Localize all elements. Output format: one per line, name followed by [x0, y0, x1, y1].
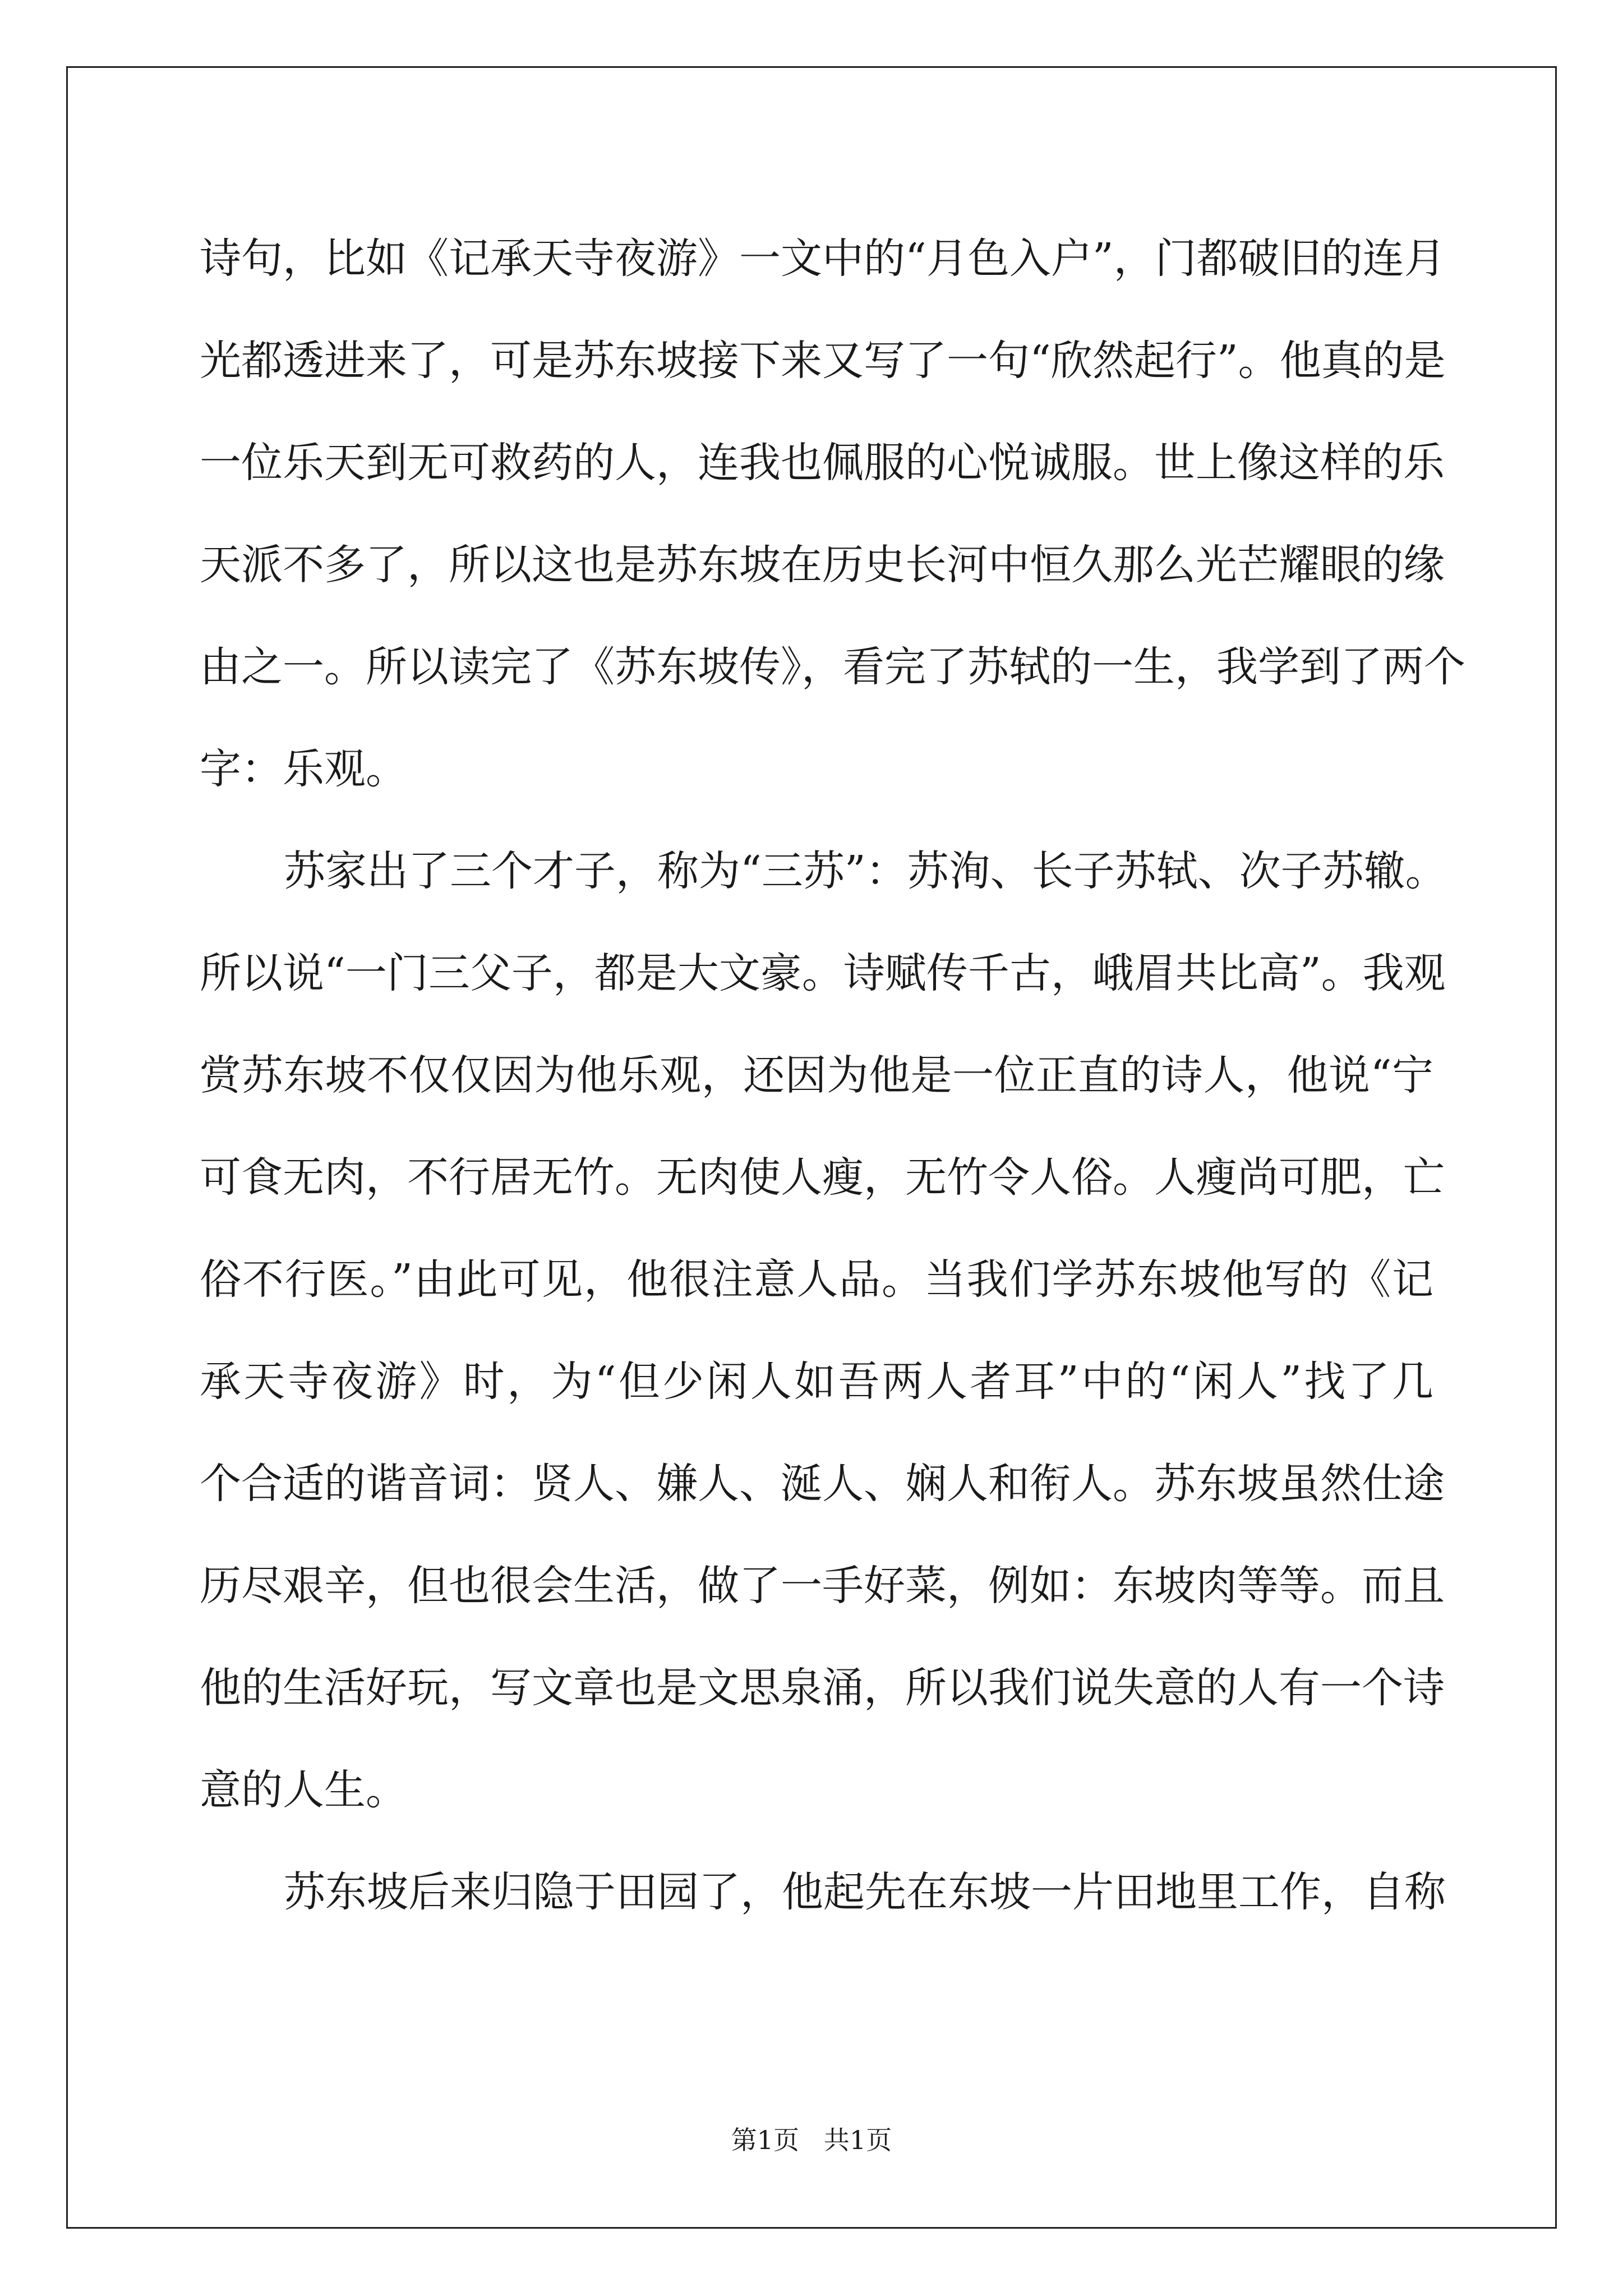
text-line: 可食无肉，不行居无竹。无肉使人瘦，无竹令人俗。人瘦尚可肥，亡: [200, 1153, 1445, 1202]
text-line: 所以说“一门三父子，都是大文豪。诗赋传千古，峨眉共比高”。我观: [200, 949, 1446, 997]
paragraph-first-line: 苏家出了三个才子，称为“三苏”：苏洵、长子苏轼、次子苏辙。: [284, 847, 1447, 895]
page-number-footer: 第1页 共1页: [731, 2125, 892, 2155]
text-line: 光都透进来了，可是苏东坡接下来又写了一句“欣然起行”。他真的是: [200, 337, 1446, 385]
text-line: 意的人生。: [200, 1766, 407, 1814]
text-line: 字：乐观。: [200, 745, 407, 793]
text-line: 天派不多了，所以这也是苏东坡在历史长河中恒久那么光芒耀眼的缘: [200, 541, 1445, 589]
text-line: 历尽艰辛，但也很会生活，做了一手好菜，例如：东坡肉等等。而且: [200, 1562, 1445, 1610]
text-line: 承天寺夜游》时，为“但少闲人如吾两人者耳”中的“闲人”找了几: [200, 1358, 1433, 1406]
text-line: 赏苏东坡不仅仅因为他乐观，还因为他是一位正直的诗人，他说“宁: [200, 1051, 1433, 1099]
text-line: 诗句，比如《记承天寺夜游》一文中的“月色入户”，门都破旧的连月: [200, 234, 1446, 283]
document-body: [200, 208, 1465, 1943]
text-line: 由之一。所以读完了《苏东坡传》，看完了苏轼的一生，我学到了两个: [200, 643, 1465, 691]
text-line: 他的生活好玩，写文章也是文思泉涌，所以我们说失意的人有一个诗: [200, 1664, 1445, 1712]
text-line: 一位乐天到无可救药的人，连我也佩服的心悦诚服。世上像这样的乐: [200, 439, 1445, 487]
paragraph-first-line: 苏东坡后来归隐于田园了，他起先在东坡一片田地里工作，自称: [284, 1868, 1446, 1916]
text-line: 俗不行医。”由此可见，他很注意人品。当我们学苏东坡他写的《记: [200, 1255, 1433, 1304]
text-line: 个合适的谐音词：贤人、嫌人、涎人、娴人和衔人。苏东坡虽然仕途: [200, 1460, 1445, 1508]
